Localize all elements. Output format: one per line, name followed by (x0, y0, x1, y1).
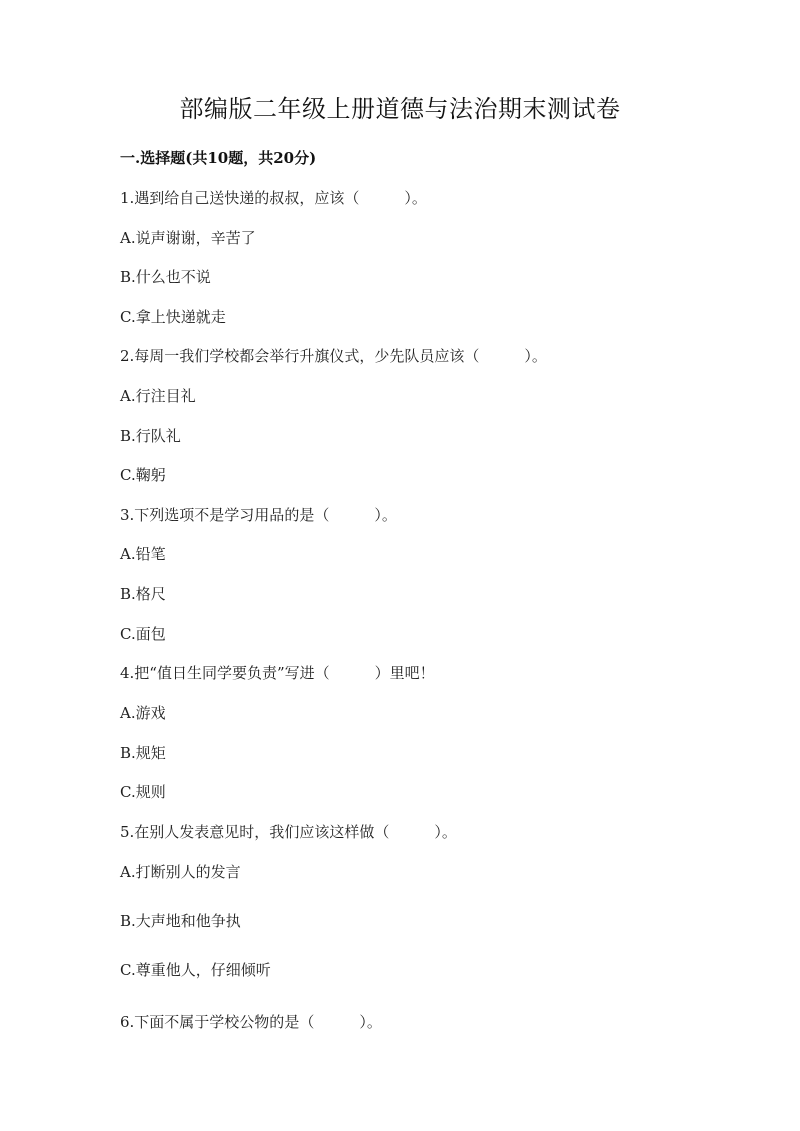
question-3-option-a: A.铅笔 (120, 545, 166, 563)
question-4-option-c: C.规则 (120, 783, 166, 801)
question-2-option-c: C.鞠躬 (120, 466, 166, 484)
question-3-option-c: C.面包 (120, 625, 166, 643)
question-1-option-b: B.什么也不说 (120, 268, 211, 286)
page-title: 部编版二年级上册道德与法治期末测试卷 (179, 95, 621, 123)
question-5-stem: 5.在别人发表意见时，我们应该这样做（ ）。 (120, 823, 457, 841)
question-3-option-b: B.格尺 (120, 585, 166, 603)
question-1-option-c: C.拿上快递就走 (120, 308, 226, 326)
question-4-stem: 4.把“值日生同学要负责”写进（ ）里吧！ (120, 664, 435, 682)
question-1-option-a: A.说声谢谢，辛苦了 (120, 229, 256, 247)
question-2-stem: 2.每周一我们学校都会举行升旗仪式，少先队员应该（ ）。 (120, 347, 547, 365)
question-6-stem: 6.下面不属于学校公物的是（ ）。 (120, 1013, 382, 1031)
question-4-option-b: B.规矩 (120, 744, 166, 762)
question-5-option-b: B.大声地和他争执 (120, 912, 241, 930)
question-4-option-a: A.游戏 (120, 704, 166, 722)
question-5-option-a: A.打断别人的发言 (120, 863, 241, 881)
question-5-option-c: C.尊重他人，仔细倾听 (120, 961, 271, 979)
section-heading: 一.选择题(共10题，共20分) (120, 149, 317, 167)
question-2-option-a: A.行注目礼 (120, 387, 196, 405)
question-3-stem: 3.下列选项不是学习用品的是（ ）。 (120, 506, 397, 524)
question-1-stem: 1.遇到给自己送快递的叔叔，应该（ ）。 (120, 189, 427, 207)
question-2-option-b: B.行队礼 (120, 427, 181, 445)
